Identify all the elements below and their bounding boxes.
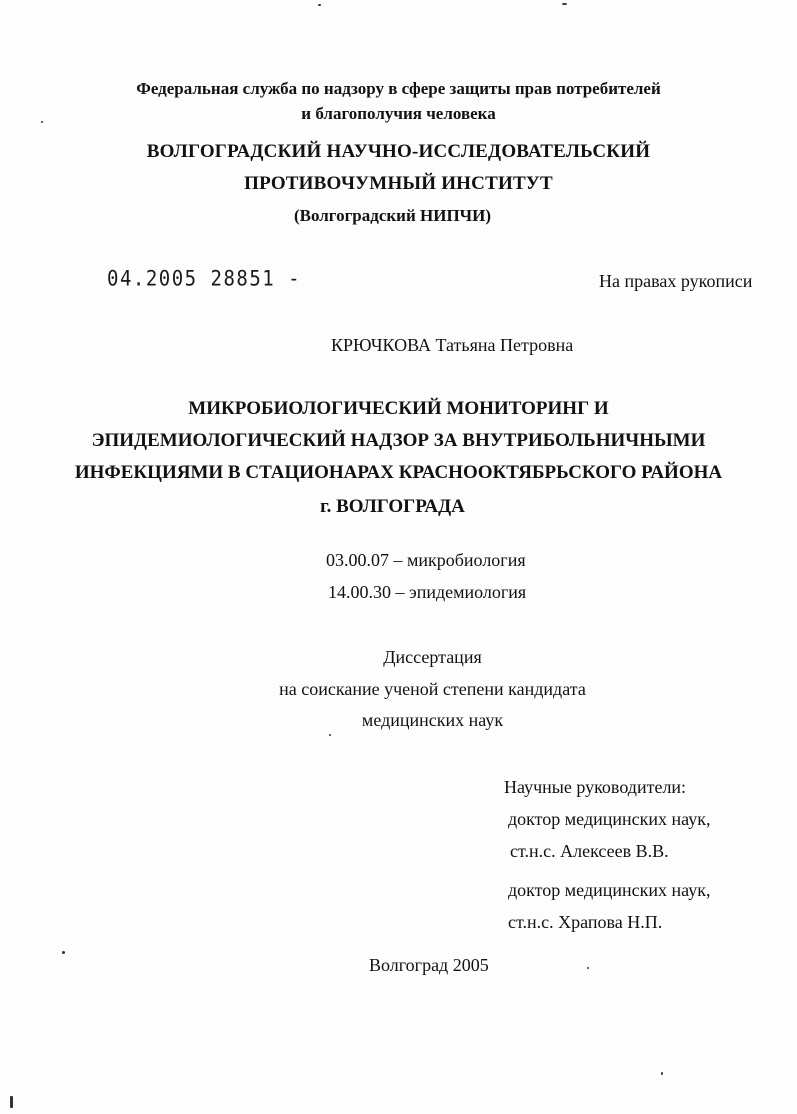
manuscript-note: На правах рукописи	[599, 271, 753, 291]
author-name: КРЮЧКОВА Татьяна Петровна	[331, 335, 574, 355]
scan-speck	[661, 1072, 663, 1075]
institute-line-1: ВОЛГОГРАДСКИЙ НАУЧНО-ИССЛЕДОВАТЕЛЬСКИЙ	[146, 141, 651, 162]
scan-speck	[10, 1096, 13, 1108]
supervisor-2-name: ст.н.с. Храпова Н.П.	[508, 912, 663, 932]
scan-speck	[329, 734, 331, 736]
supervisor-1-degree: доктор медицинских наук,	[508, 809, 711, 829]
institute-line-2: ПРОТИВОЧУМНЫЙ ИНСТИТУТ	[244, 173, 553, 194]
degree-line-3: медицинских наук	[361, 710, 504, 730]
supervisors-heading: Научные руководители:	[504, 777, 687, 797]
scan-speck	[318, 4, 321, 6]
scan-speck	[62, 951, 65, 954]
scan-speck	[562, 3, 567, 5]
degree-line-2: на соискание ученой степени кандидата	[279, 679, 586, 699]
city-year: Волгоград 2005	[369, 955, 489, 975]
dissertation-title-line-4: г. ВОЛГОГРАДА	[320, 496, 465, 517]
dissertation-title-line-3: ИНФЕКЦИЯМИ В СТАЦИОНАРАХ КРАСНООКТЯБРЬСКОГО РАЙОНА	[74, 462, 723, 483]
archive-number-stamp: 04.2005 28851 -	[107, 267, 302, 292]
scan-speck	[587, 967, 589, 969]
dissertation-title-line-1: МИКРОБИОЛОГИЧЕСКИЙ МОНИТОРИНГ И	[188, 398, 609, 419]
specialty-microbiology: 03.00.07 – микробиология	[326, 550, 526, 570]
supervisor-1-name: ст.н.с. Алексеев В.В.	[510, 841, 669, 861]
dissertation-title-line-2: ЭПИДЕМИОЛОГИЧЕСКИЙ НАДЗОР ЗА ВНУТРИБОЛЬНИЧНЫМИ	[91, 430, 706, 451]
institute-short-name: (Волгоградский НИПЧИ)	[293, 206, 492, 225]
agency-line-2: и благополучия человека	[301, 104, 496, 123]
degree-line-1: Диссертация	[383, 647, 482, 667]
supervisor-2-degree: доктор медицинских наук,	[508, 880, 711, 900]
agency-line-1: Федеральная служба по надзору в сфере защиты прав потребителей	[136, 79, 661, 98]
specialty-epidemiology: 14.00.30 – эпидемиология	[328, 582, 527, 602]
